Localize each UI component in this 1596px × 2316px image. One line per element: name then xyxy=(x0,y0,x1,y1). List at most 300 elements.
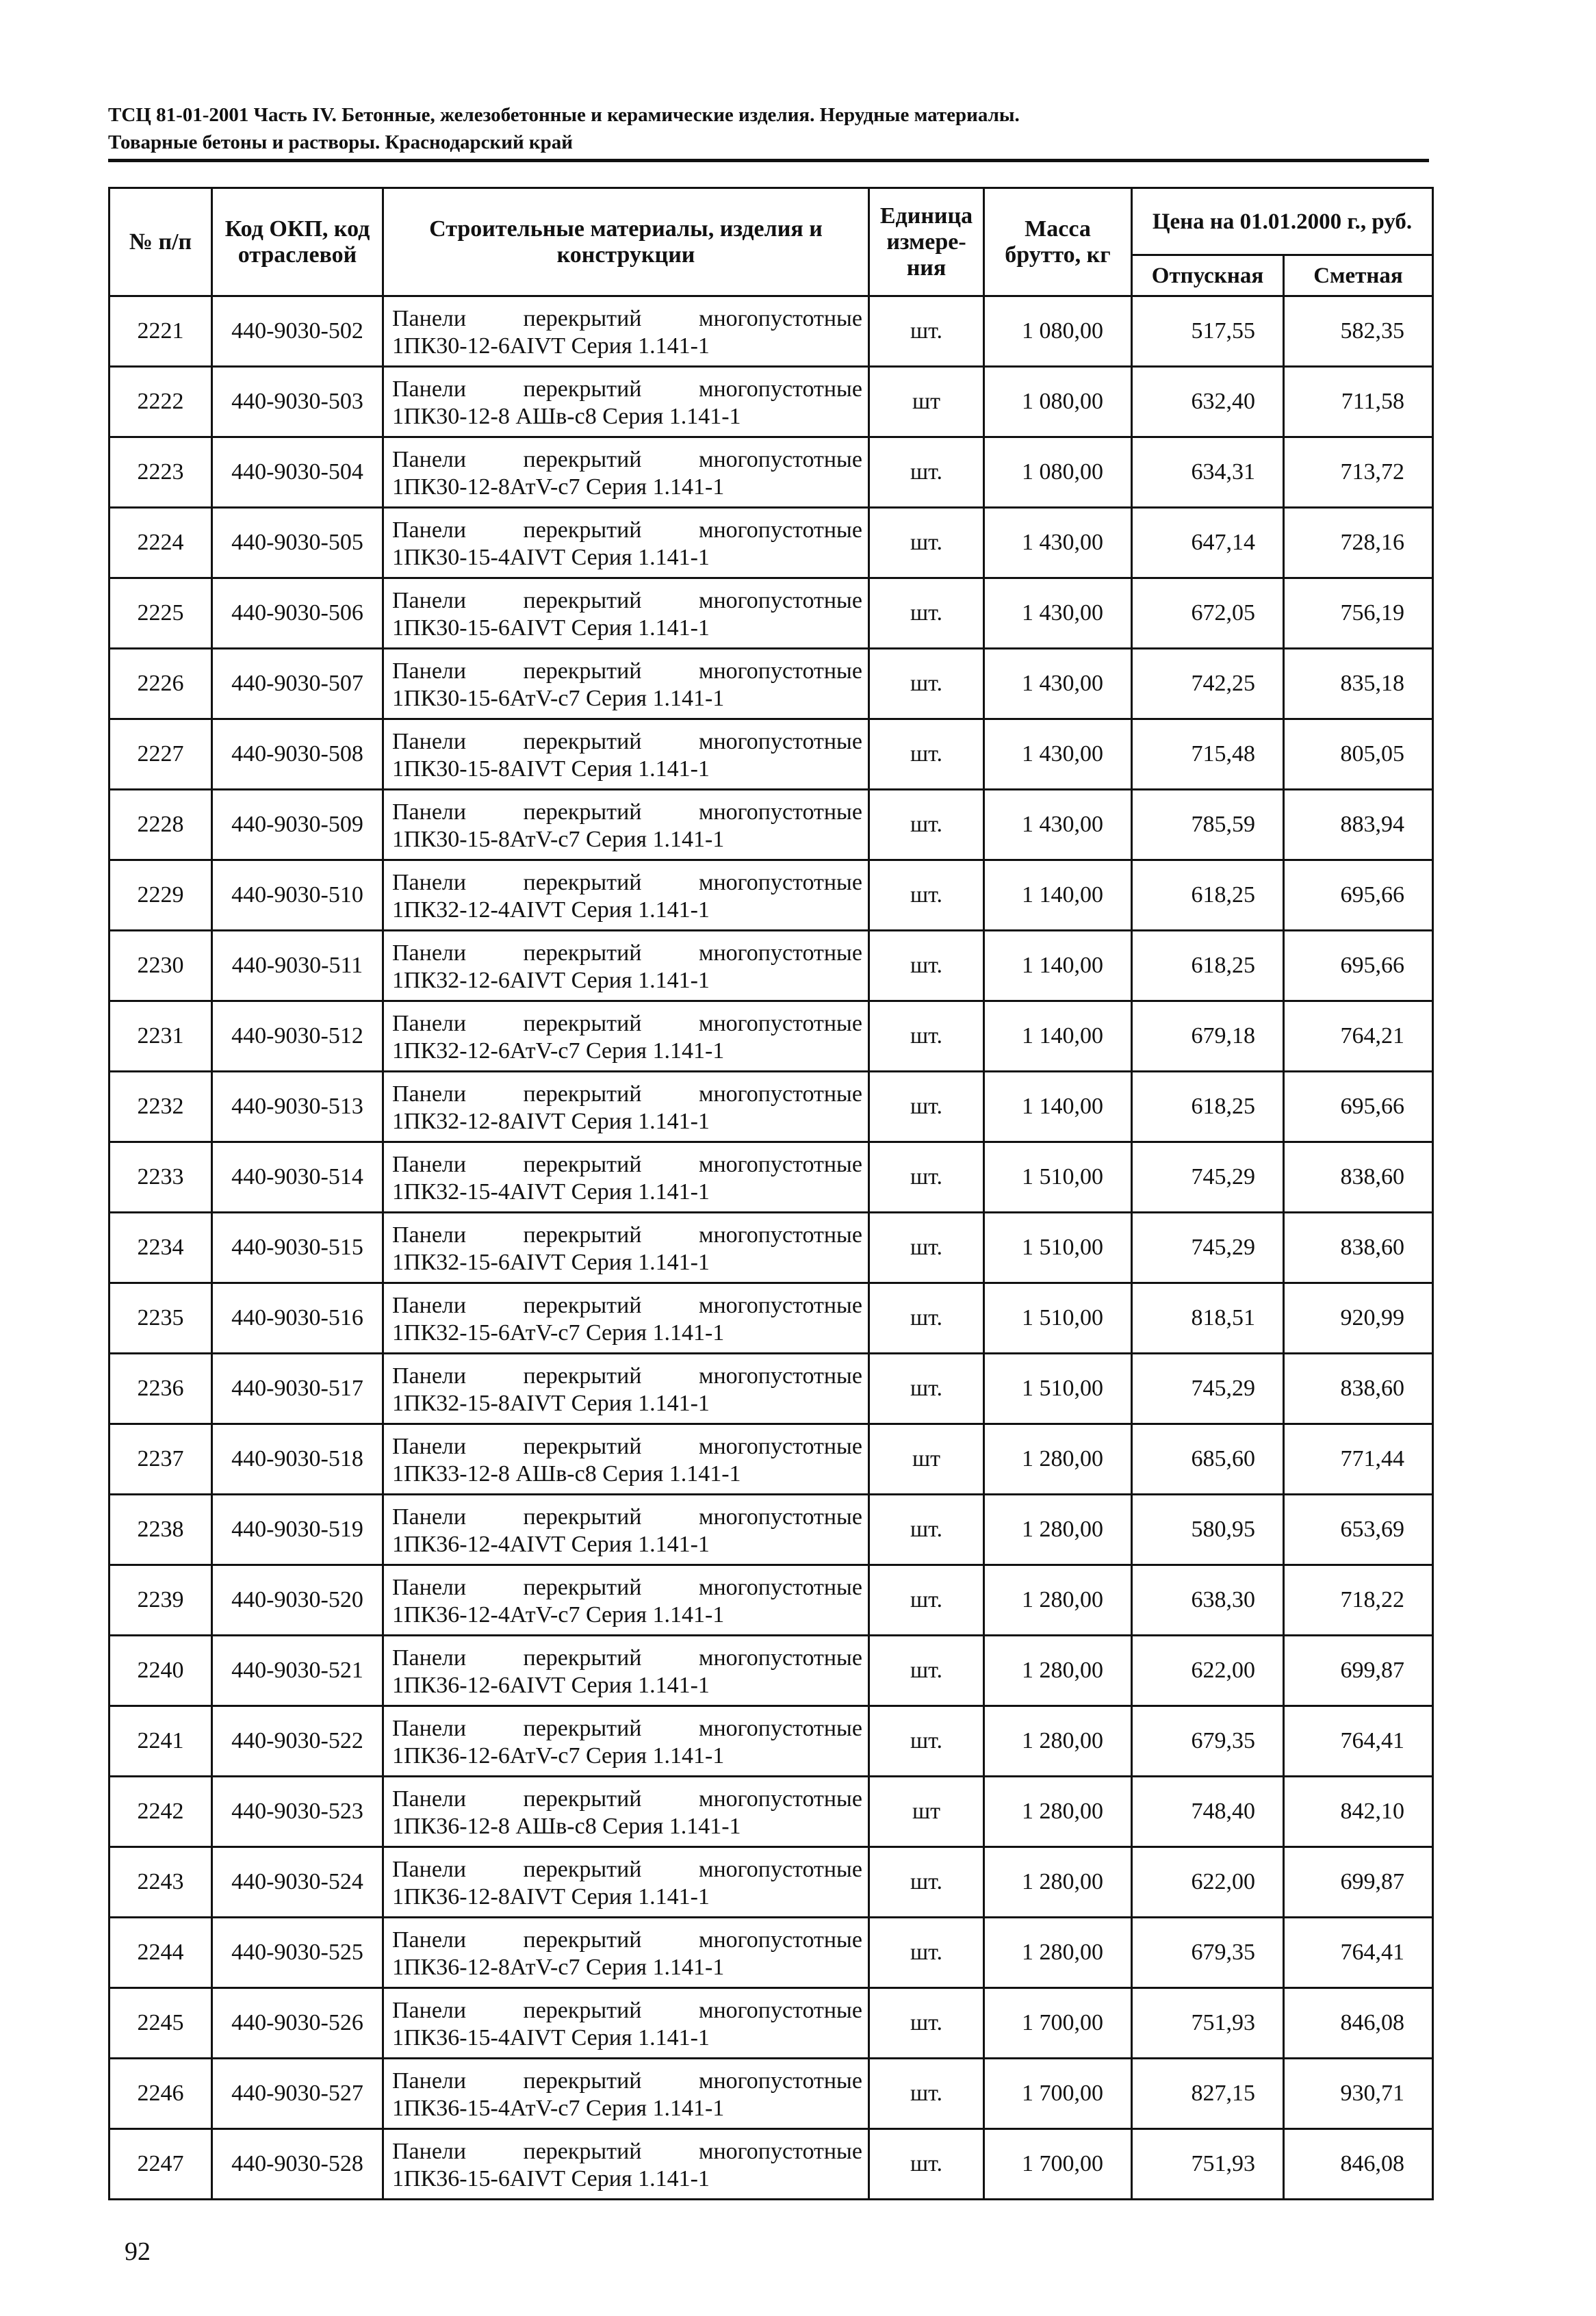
material-name-word: Панели xyxy=(392,799,467,825)
unit: шт. xyxy=(869,1213,984,1283)
table-row xyxy=(110,860,1433,931)
material-designation: 1ПК30-12-8АтV-с7 Серия 1.141-1 xyxy=(392,474,725,500)
unit: шт. xyxy=(869,1706,984,1777)
table-row xyxy=(110,1072,1433,1142)
material-designation: 1ПК36-15-4АтV-с7 Серия 1.141-1 xyxy=(392,2096,725,2121)
material-name xyxy=(383,367,869,437)
material-name-word: многопустотные xyxy=(698,2068,862,2094)
material-name-word: перекрытий xyxy=(523,1504,642,1530)
material-name-word: перекрытий xyxy=(523,2139,642,2164)
row-number: 2232 xyxy=(110,1072,212,1142)
gross-mass: 1 280,00 xyxy=(984,1495,1132,1565)
material-designation: 1ПК36-12-8АIVТ Серия 1.141-1 xyxy=(392,1884,710,1909)
material-name-line-1 xyxy=(392,376,862,403)
material-designation: 1ПК30-15-8АтV-с7 Серия 1.141-1 xyxy=(392,827,725,852)
material-name-word: многопустотные xyxy=(698,306,862,331)
material-name xyxy=(383,296,869,367)
estimate-price: 920,99 xyxy=(1284,1283,1433,1354)
row-number: 2223 xyxy=(110,437,212,508)
material-name-word: многопустотные xyxy=(698,940,862,966)
estimate-price: 718,22 xyxy=(1284,1565,1433,1636)
material-name-word: перекрытий xyxy=(523,1434,642,1459)
page-number: 92 xyxy=(125,2237,151,2266)
material-name-line-1 xyxy=(392,1222,862,1249)
col-header-num: № п/п xyxy=(110,188,212,296)
material-name-line-1 xyxy=(392,1715,862,1742)
material-designation: 1ПК36-12-8 АШв-с8 Серия 1.141-1 xyxy=(392,1814,741,1839)
material-name xyxy=(383,1001,869,1072)
material-name-word: Панели xyxy=(392,1152,467,1177)
unit: шт xyxy=(869,1424,984,1495)
row-number: 2243 xyxy=(110,1847,212,1918)
gross-mass: 1 280,00 xyxy=(984,1565,1132,1636)
material-designation: 1ПК36-12-4АIVТ Серия 1.141-1 xyxy=(392,1532,710,1557)
unit: шт. xyxy=(869,719,984,790)
material-name-word: Панели xyxy=(392,1222,467,1248)
unit: шт xyxy=(869,367,984,437)
material-name-word: перекрытий xyxy=(523,658,642,684)
material-name-line-1 xyxy=(392,1997,862,2024)
table-row xyxy=(110,1847,1433,1918)
okp-code: 440-9030-523 xyxy=(212,1777,383,1847)
material-name-word: Панели xyxy=(392,1575,467,1600)
material-name xyxy=(383,1142,869,1213)
release-price: 647,14 xyxy=(1132,508,1284,578)
gross-mass: 1 700,00 xyxy=(984,1988,1132,2059)
material-name-line-1 xyxy=(392,587,862,615)
material-name-word: Панели xyxy=(392,870,467,895)
okp-code: 440-9030-507 xyxy=(212,649,383,719)
material-name-word: перекрытий xyxy=(523,447,642,472)
estimate-price: 699,87 xyxy=(1284,1847,1433,1918)
release-price: 622,00 xyxy=(1132,1847,1284,1918)
gross-mass: 1 280,00 xyxy=(984,1847,1132,1918)
table-row xyxy=(110,1777,1433,1847)
material-name-word: многопустотные xyxy=(698,1293,862,1318)
estimate-price: 838,60 xyxy=(1284,1213,1433,1283)
gross-mass: 1 430,00 xyxy=(984,790,1132,860)
release-price: 785,59 xyxy=(1132,790,1284,860)
table-row xyxy=(110,649,1433,719)
table-row xyxy=(110,931,1433,1001)
release-price: 622,00 xyxy=(1132,1636,1284,1706)
estimate-price: 695,66 xyxy=(1284,1072,1433,1142)
material-name-word: Панели xyxy=(392,447,467,472)
material-name-word: многопустотные xyxy=(698,1716,862,1741)
material-name-line-1 xyxy=(392,799,862,826)
estimate-price: 699,87 xyxy=(1284,1636,1433,1706)
material-name xyxy=(383,1424,869,1495)
estimate-price: 695,66 xyxy=(1284,931,1433,1001)
material-designation: 1ПК32-15-4АIVТ Серия 1.141-1 xyxy=(392,1179,710,1205)
material-name-word: Панели xyxy=(392,588,467,613)
material-name-word: многопустотные xyxy=(698,1434,862,1459)
gross-mass: 1 080,00 xyxy=(984,296,1132,367)
material-name-line-1 xyxy=(392,728,862,756)
unit: шт. xyxy=(869,1283,984,1354)
release-price: 618,25 xyxy=(1132,860,1284,931)
material-name-line-1 xyxy=(392,2068,862,2095)
estimate-price: 805,05 xyxy=(1284,719,1433,790)
gross-mass: 1 080,00 xyxy=(984,367,1132,437)
row-number: 2247 xyxy=(110,2129,212,2200)
material-name-line-1 xyxy=(392,1433,862,1461)
estimate-price: 835,18 xyxy=(1284,649,1433,719)
material-name-word: многопустотные xyxy=(698,1081,862,1107)
material-name xyxy=(383,719,869,790)
material-designation: 1ПК36-15-6АIVТ Серия 1.141-1 xyxy=(392,2166,710,2191)
gross-mass: 1 510,00 xyxy=(984,1354,1132,1424)
release-price: 679,35 xyxy=(1132,1918,1284,1988)
estimate-price: 764,21 xyxy=(1284,1001,1433,1072)
gross-mass: 1 280,00 xyxy=(984,1777,1132,1847)
material-name-word: перекрытий xyxy=(523,1786,642,1812)
okp-code: 440-9030-526 xyxy=(212,1988,383,2059)
release-price: 751,93 xyxy=(1132,1988,1284,2059)
material-name-word: Панели xyxy=(392,1434,467,1459)
estimate-price: 846,08 xyxy=(1284,1988,1433,2059)
estimate-price: 930,71 xyxy=(1284,2059,1433,2129)
okp-code: 440-9030-509 xyxy=(212,790,383,860)
material-name-word: многопустотные xyxy=(698,1857,862,1882)
material-designation: 1ПК32-12-6АтV-с7 Серия 1.141-1 xyxy=(392,1038,725,1064)
material-name xyxy=(383,931,869,1001)
material-name xyxy=(383,1636,869,1706)
okp-code: 440-9030-510 xyxy=(212,860,383,931)
header-divider xyxy=(108,159,1429,162)
release-price: 679,18 xyxy=(1132,1001,1284,1072)
okp-code: 440-9030-512 xyxy=(212,1001,383,1072)
okp-code: 440-9030-515 xyxy=(212,1213,383,1283)
release-price: 618,25 xyxy=(1132,931,1284,1001)
material-designation: 1ПК32-12-4АIVТ Серия 1.141-1 xyxy=(392,897,710,923)
material-name-word: Панели xyxy=(392,1504,467,1530)
material-name-word: перекрытий xyxy=(523,376,642,402)
material-name xyxy=(383,790,869,860)
material-name-word: многопустотные xyxy=(698,1786,862,1812)
material-name-word: Панели xyxy=(392,2068,467,2094)
okp-code: 440-9030-514 xyxy=(212,1142,383,1213)
estimate-price: 846,08 xyxy=(1284,2129,1433,2200)
row-number: 2240 xyxy=(110,1636,212,1706)
gross-mass: 1 140,00 xyxy=(984,860,1132,931)
material-designation: 1ПК32-12-8АIVТ Серия 1.141-1 xyxy=(392,1109,710,1134)
row-number: 2231 xyxy=(110,1001,212,1072)
material-name-line-1 xyxy=(392,658,862,685)
material-name-line-1 xyxy=(392,1856,862,1883)
gross-mass: 1 700,00 xyxy=(984,2059,1132,2129)
gross-mass: 1 280,00 xyxy=(984,1424,1132,1495)
material-name-line-1 xyxy=(392,1010,862,1038)
unit: шт xyxy=(869,1777,984,1847)
okp-code: 440-9030-525 xyxy=(212,1918,383,1988)
material-name-word: многопустотные xyxy=(698,2139,862,2164)
unit: шт. xyxy=(869,508,984,578)
material-name-line-1 xyxy=(392,305,862,333)
material-name-word: перекрытий xyxy=(523,870,642,895)
material-name-line-1 xyxy=(392,1292,862,1320)
row-number: 2242 xyxy=(110,1777,212,1847)
okp-code: 440-9030-511 xyxy=(212,931,383,1001)
okp-code: 440-9030-505 xyxy=(212,508,383,578)
material-designation: 1ПК32-12-6АIVТ Серия 1.141-1 xyxy=(392,968,710,993)
material-name-line-1 xyxy=(392,2138,862,2165)
material-designation: 1ПК30-15-6АтV-с7 Серия 1.141-1 xyxy=(392,686,725,711)
material-name-word: перекрытий xyxy=(523,2068,642,2094)
gross-mass: 1 140,00 xyxy=(984,1072,1132,1142)
col-header-release-price: Отпускная xyxy=(1132,255,1284,296)
material-name-word: Панели xyxy=(392,658,467,684)
row-number: 2226 xyxy=(110,649,212,719)
material-name-word: перекрытий xyxy=(523,1011,642,1036)
material-name-word: Панели xyxy=(392,1011,467,1036)
material-name-word: Панели xyxy=(392,1927,467,1953)
gross-mass: 1 140,00 xyxy=(984,931,1132,1001)
estimate-price: 756,19 xyxy=(1284,578,1433,649)
estimate-price: 713,72 xyxy=(1284,437,1433,508)
material-name-word: многопустотные xyxy=(698,517,862,543)
release-price: 618,25 xyxy=(1132,1072,1284,1142)
material-name-word: многопустотные xyxy=(698,658,862,684)
material-name-line-1 xyxy=(392,446,862,474)
row-number: 2236 xyxy=(110,1354,212,1424)
material-designation: 1ПК30-12-6АIVТ Серия 1.141-1 xyxy=(392,333,710,359)
table-row xyxy=(110,1283,1433,1354)
table-row xyxy=(110,508,1433,578)
gross-mass: 1 430,00 xyxy=(984,719,1132,790)
table-row xyxy=(110,1495,1433,1565)
gross-mass: 1 510,00 xyxy=(984,1213,1132,1283)
material-name-line-1 xyxy=(392,517,862,544)
material-name-word: многопустотные xyxy=(698,1363,862,1389)
table-row xyxy=(110,437,1433,508)
unit: шт. xyxy=(869,437,984,508)
material-name-word: Панели xyxy=(392,1081,467,1107)
row-number: 2221 xyxy=(110,296,212,367)
row-number: 2241 xyxy=(110,1706,212,1777)
col-header-price-group: Цена на 01.01.2000 г., руб. xyxy=(1132,188,1433,255)
unit: шт. xyxy=(869,790,984,860)
release-price: 745,29 xyxy=(1132,1354,1284,1424)
table-row xyxy=(110,1142,1433,1213)
material-designation: 1ПК32-15-6АтV-с7 Серия 1.141-1 xyxy=(392,1320,725,1346)
col-header-unit: Единица измере-ния xyxy=(869,188,984,296)
material-name-word: перекрытий xyxy=(523,1081,642,1107)
material-designation: 1ПК30-12-8 АШв-с8 Серия 1.141-1 xyxy=(392,404,741,429)
unit: шт. xyxy=(869,1636,984,1706)
material-name xyxy=(383,508,869,578)
material-designation: 1ПК32-15-8АIVТ Серия 1.141-1 xyxy=(392,1391,710,1416)
material-name-word: Панели xyxy=(392,729,467,754)
material-name xyxy=(383,649,869,719)
material-name-line-1 xyxy=(392,940,862,967)
unit: шт. xyxy=(869,2059,984,2129)
material-name xyxy=(383,437,869,508)
material-name-word: многопустотные xyxy=(698,1011,862,1036)
header-title-line-1: ТСЦ 81-01-2001 Часть IV. Бетонные, железобетонные и керамические изделия. Нерудные материалы. xyxy=(108,104,1020,126)
release-price: 632,40 xyxy=(1132,367,1284,437)
okp-code: 440-9030-527 xyxy=(212,2059,383,2129)
material-name-word: многопустотные xyxy=(698,376,862,402)
material-designation: 1ПК36-15-4АIVТ Серия 1.141-1 xyxy=(392,2025,710,2050)
gross-mass: 1 280,00 xyxy=(984,1636,1132,1706)
unit: шт. xyxy=(869,649,984,719)
row-number: 2245 xyxy=(110,1988,212,2059)
table-row xyxy=(110,2059,1433,2129)
okp-code: 440-9030-519 xyxy=(212,1495,383,1565)
material-name xyxy=(383,1354,869,1424)
row-number: 2246 xyxy=(110,2059,212,2129)
release-price: 748,40 xyxy=(1132,1777,1284,1847)
unit: шт. xyxy=(869,1988,984,2059)
material-name-word: Панели xyxy=(392,1998,467,2023)
row-number: 2237 xyxy=(110,1424,212,1495)
unit: шт. xyxy=(869,1001,984,1072)
col-header-code: Код ОКП, код отраслевой xyxy=(212,188,383,296)
release-price: 679,35 xyxy=(1132,1706,1284,1777)
unit: шт. xyxy=(869,296,984,367)
material-name-word: перекрытий xyxy=(523,517,642,543)
material-name-word: многопустотные xyxy=(698,1927,862,1953)
material-name-word: многопустотные xyxy=(698,1998,862,2023)
material-name xyxy=(383,1072,869,1142)
material-designation: 1ПК36-12-8АтV-с7 Серия 1.141-1 xyxy=(392,1955,725,1980)
unit: шт. xyxy=(869,2129,984,2200)
estimate-price: 711,58 xyxy=(1284,367,1433,437)
material-name xyxy=(383,2129,869,2200)
row-number: 2239 xyxy=(110,1565,212,1636)
material-name-word: многопустотные xyxy=(698,447,862,472)
unit: шт. xyxy=(869,1142,984,1213)
material-name-line-1 xyxy=(392,869,862,897)
material-name xyxy=(383,1495,869,1565)
unit: шт. xyxy=(869,1495,984,1565)
estimate-price: 838,60 xyxy=(1284,1142,1433,1213)
estimate-price: 728,16 xyxy=(1284,508,1433,578)
okp-code: 440-9030-518 xyxy=(212,1424,383,1495)
material-name xyxy=(383,578,869,649)
price-table xyxy=(108,187,1434,2200)
gross-mass: 1 080,00 xyxy=(984,437,1132,508)
release-price: 742,25 xyxy=(1132,649,1284,719)
unit: шт. xyxy=(869,1354,984,1424)
row-number: 2227 xyxy=(110,719,212,790)
release-price: 517,55 xyxy=(1132,296,1284,367)
table-header xyxy=(110,188,1433,296)
col-header-name: Строительные материалы, изделия и конструкции xyxy=(383,188,869,296)
material-name-word: Панели xyxy=(392,1716,467,1741)
okp-code: 440-9030-516 xyxy=(212,1283,383,1354)
table-row xyxy=(110,719,1433,790)
material-name-word: перекрытий xyxy=(523,940,642,966)
row-number: 2244 xyxy=(110,1918,212,1988)
okp-code: 440-9030-508 xyxy=(212,719,383,790)
gross-mass: 1 510,00 xyxy=(984,1142,1132,1213)
material-name xyxy=(383,2059,869,2129)
okp-code: 440-9030-513 xyxy=(212,1072,383,1142)
material-name-word: перекрытий xyxy=(523,1293,642,1318)
table-row xyxy=(110,2129,1433,2200)
material-name-word: многопустотные xyxy=(698,1575,862,1600)
material-name-word: перекрытий xyxy=(523,1716,642,1741)
row-number: 2228 xyxy=(110,790,212,860)
material-name xyxy=(383,1777,869,1847)
material-name-word: перекрытий xyxy=(523,1152,642,1177)
unit: шт. xyxy=(869,1565,984,1636)
unit: шт. xyxy=(869,1918,984,1988)
gross-mass: 1 280,00 xyxy=(984,1706,1132,1777)
estimate-price: 771,44 xyxy=(1284,1424,1433,1495)
estimate-price: 838,60 xyxy=(1284,1354,1433,1424)
row-number: 2224 xyxy=(110,508,212,578)
row-number: 2234 xyxy=(110,1213,212,1283)
gross-mass: 1 280,00 xyxy=(984,1918,1132,1988)
material-name xyxy=(383,860,869,931)
material-designation: 1ПК36-12-4АтV-с7 Серия 1.141-1 xyxy=(392,1602,725,1627)
table-row xyxy=(110,1424,1433,1495)
col-header-estimate-price: Сметная xyxy=(1284,255,1433,296)
material-name-word: перекрытий xyxy=(523,1363,642,1389)
unit: шт. xyxy=(869,1072,984,1142)
material-name-line-1 xyxy=(392,1151,862,1179)
table-row xyxy=(110,296,1433,367)
material-designation: 1ПК30-15-6АIVТ Серия 1.141-1 xyxy=(392,615,710,641)
estimate-price: 764,41 xyxy=(1284,1918,1433,1988)
material-name xyxy=(383,1847,869,1918)
material-name-word: многопустотные xyxy=(698,799,862,825)
gross-mass: 1 430,00 xyxy=(984,508,1132,578)
material-name-line-1 xyxy=(392,1081,862,1108)
okp-code: 440-9030-503 xyxy=(212,367,383,437)
material-designation: 1ПК33-12-8 АШв-с8 Серия 1.141-1 xyxy=(392,1461,741,1487)
okp-code: 440-9030-524 xyxy=(212,1847,383,1918)
material-designation: 1ПК30-15-8АIVТ Серия 1.141-1 xyxy=(392,756,710,782)
table-body xyxy=(110,296,1433,2200)
unit: шт. xyxy=(869,1847,984,1918)
estimate-price: 582,35 xyxy=(1284,296,1433,367)
table-row xyxy=(110,1636,1433,1706)
unit: шт. xyxy=(869,931,984,1001)
okp-code: 440-9030-517 xyxy=(212,1354,383,1424)
okp-code: 440-9030-528 xyxy=(212,2129,383,2200)
material-name-word: Панели xyxy=(392,2139,467,2164)
col-header-mass: Масса брутто, кг xyxy=(984,188,1132,296)
material-name-word: перекрытий xyxy=(523,1998,642,2023)
row-number: 2230 xyxy=(110,931,212,1001)
material-name-word: многопустотные xyxy=(698,1222,862,1248)
material-name-word: Панели xyxy=(392,940,467,966)
okp-code: 440-9030-520 xyxy=(212,1565,383,1636)
material-name-word: Панели xyxy=(392,1363,467,1389)
material-name-word: Панели xyxy=(392,1293,467,1318)
release-price: 818,51 xyxy=(1132,1283,1284,1354)
material-name xyxy=(383,1283,869,1354)
material-name xyxy=(383,1213,869,1283)
material-name-word: Панели xyxy=(392,1645,467,1671)
okp-code: 440-9030-506 xyxy=(212,578,383,649)
row-number: 2235 xyxy=(110,1283,212,1354)
material-name-word: перекрытий xyxy=(523,729,642,754)
material-name-word: многопустотные xyxy=(698,1504,862,1530)
material-name xyxy=(383,1706,869,1777)
material-name-word: многопустотные xyxy=(698,1645,862,1671)
release-price: 715,48 xyxy=(1132,719,1284,790)
material-name xyxy=(383,1565,869,1636)
okp-code: 440-9030-522 xyxy=(212,1706,383,1777)
table-row xyxy=(110,1706,1433,1777)
release-price: 638,30 xyxy=(1132,1565,1284,1636)
material-name-word: Панели xyxy=(392,306,467,331)
